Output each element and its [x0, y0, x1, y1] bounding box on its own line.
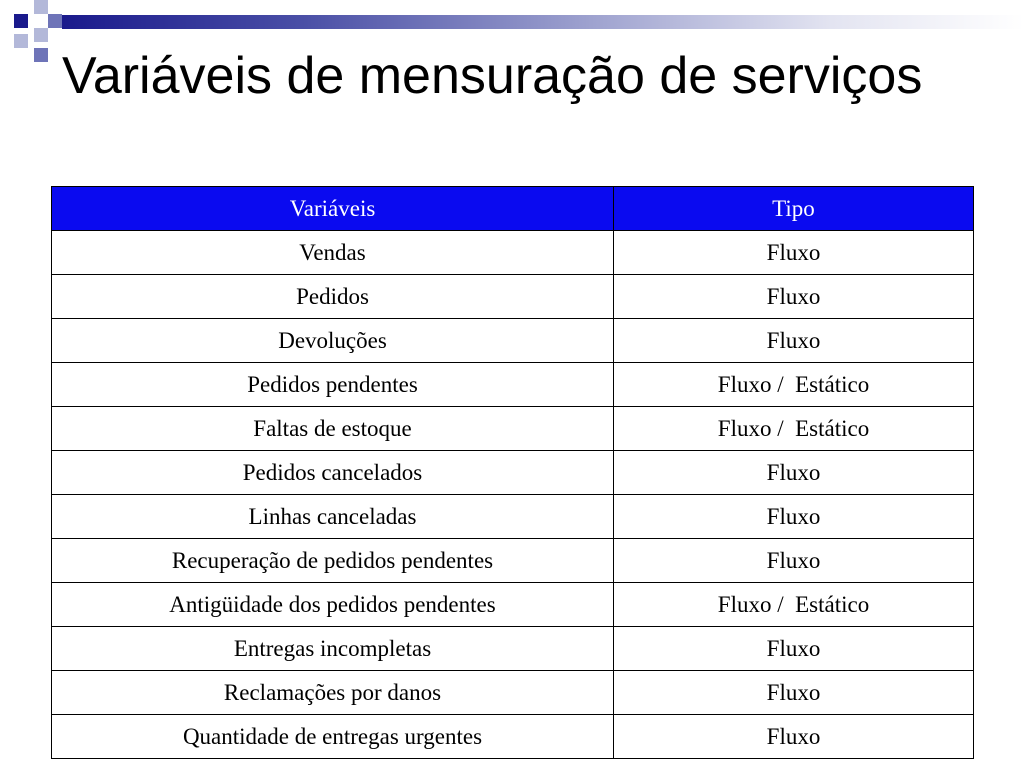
type-cell: Fluxo	[614, 715, 974, 759]
variable-cell: Pedidos pendentes	[52, 363, 614, 407]
type-cell: Fluxo	[614, 495, 974, 539]
table-row	[52, 231, 974, 275]
type-cell: Fluxo	[614, 451, 974, 495]
table-row	[52, 451, 974, 495]
variables-table	[51, 186, 974, 759]
table-row	[52, 407, 974, 451]
type-cell: Fluxo	[614, 627, 974, 671]
variable-cell: Pedidos	[52, 275, 614, 319]
variable-cell: Quantidade de entregas urgentes	[52, 715, 614, 759]
table-row	[52, 583, 974, 627]
decor-square	[34, 0, 48, 14]
type-cell: Fluxo / Estático	[614, 407, 974, 451]
type-cell: Fluxo / Estático	[614, 363, 974, 407]
decor-square	[14, 34, 28, 48]
decor-square	[34, 28, 48, 42]
variable-cell: Linhas canceladas	[52, 495, 614, 539]
variable-cell: Faltas de estoque	[52, 407, 614, 451]
variable-cell: Entregas incompletas	[52, 627, 614, 671]
column-header-variaveis: Variáveis	[52, 187, 614, 231]
header-gradient-bar	[62, 15, 1024, 29]
variable-cell: Recuperação de pedidos pendentes	[52, 539, 614, 583]
table-row	[52, 495, 974, 539]
table-row	[52, 671, 974, 715]
table-row	[52, 363, 974, 407]
decor-square	[14, 14, 28, 28]
type-cell: Fluxo	[614, 319, 974, 363]
table-row	[52, 715, 974, 759]
type-cell: Fluxo	[614, 539, 974, 583]
decor-square	[34, 48, 48, 62]
type-cell: Fluxo	[614, 275, 974, 319]
table-row	[52, 539, 974, 583]
decor-square	[48, 14, 62, 28]
variable-cell: Devoluções	[52, 319, 614, 363]
table-row	[52, 627, 974, 671]
variable-cell: Antigüidade dos pedidos pendentes	[52, 583, 614, 627]
slide-title: Variáveis de mensuração de serviços	[62, 47, 923, 105]
variable-cell: Reclamações por danos	[52, 671, 614, 715]
column-header-tipo: Tipo	[614, 187, 974, 231]
type-cell: Fluxo	[614, 671, 974, 715]
variable-cell: Vendas	[52, 231, 614, 275]
table-row	[52, 319, 974, 363]
type-cell: Fluxo / Estático	[614, 583, 974, 627]
variable-cell: Pedidos cancelados	[52, 451, 614, 495]
table-header-row	[52, 187, 974, 231]
type-cell: Fluxo	[614, 231, 974, 275]
table-row	[52, 275, 974, 319]
